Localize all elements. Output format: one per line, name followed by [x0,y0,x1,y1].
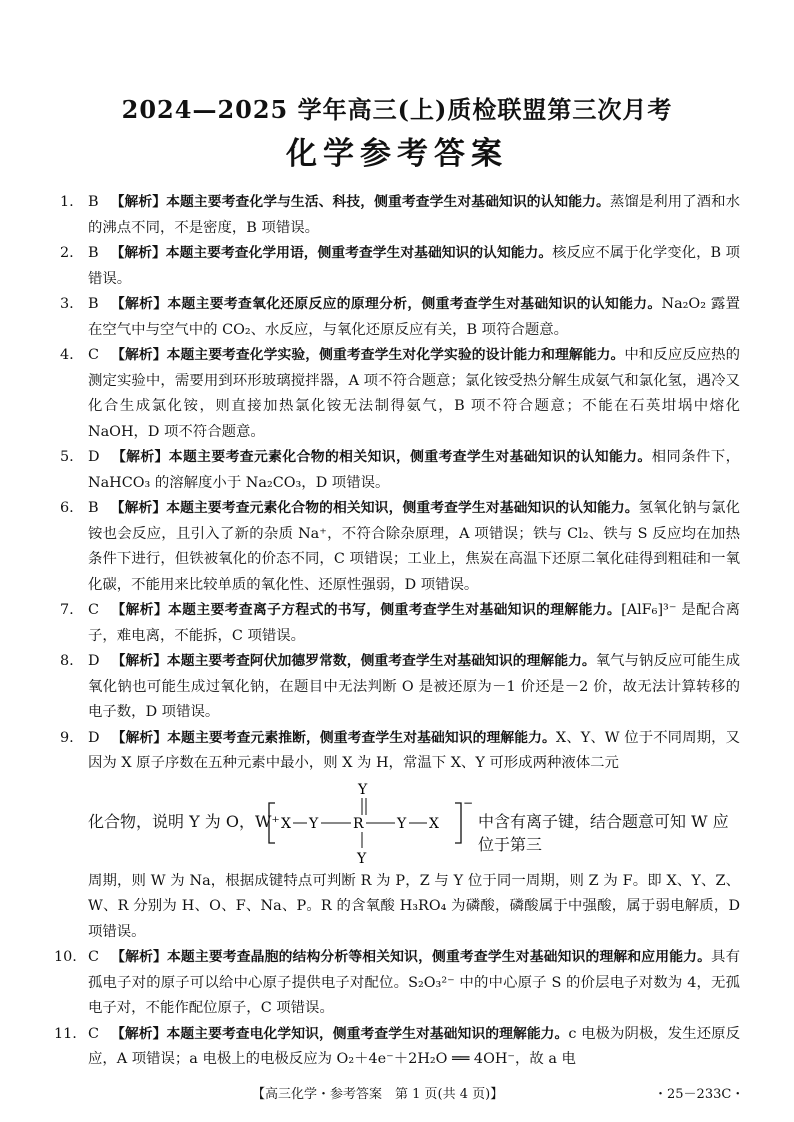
struct-atom-x2: X [429,815,439,832]
item-number: 9. [60,729,74,746]
item-number: 8. [60,653,74,669]
page-subtitle: 化学参考答案 [286,136,508,172]
answer-item [60,292,740,343]
struct-charge: − [463,795,474,810]
item-analysis-tag: 【解析】本题主要考查元素化合物的相关知识，侧重考查学生对基础知识的认知能力。 [110,500,639,516]
struct-atom-y2: Y [397,815,407,832]
answer-item [60,343,740,445]
answer-item [60,445,740,496]
item-body: 氧气与钠反应可能生成氧化钠也可能生成过氧化钠，在题目中无法判断 O 是被还原为－1 价还是－2 价，故无法计算转移的电子数，D 项错误。 [88,653,740,720]
right-bracket [455,803,461,843]
item-body: 核反应不属于化学变化，B 项错误。 [88,245,740,287]
item-answer: B [88,194,99,210]
answer-item [60,190,740,241]
item-answer: D [88,729,100,746]
item-answer: B [88,245,99,261]
item-number: 5. [60,449,74,465]
item-answer: C [88,602,100,618]
item-body: 中和反应反应热的测定实验中，需要用到环形玻璃搅拌器，A 项不符合题意；氯化铵受热分解生成氨气和氯化氢，遇冷又化合生成氯化铵，则直接加热氯化铵无法制得氨气，B 项不符合题意；不能在石英坩埚中熔化 NaOH，D 项不符合题意。 [88,347,740,440]
answer-item [60,649,740,726]
item-body: c 电极为阴极，发生还原反应，A 项错误；a 电极上的电极反应为 O₂＋4e⁻＋2H₂O ══ 4OH⁻，故 a 电 [88,1025,740,1067]
ion-structure-diagram [265,777,475,869]
answer-list [54,190,741,1073]
item-answer: B [88,500,99,516]
item-analysis-tag: 【解析】本题主要考查阿伏加德罗常数，侧重考查学生对基础知识的理解能力。 [111,653,596,669]
formula-right-text: 中含有离子键，结合题意可知 W 应位于第三 [478,811,729,854]
item-answer: D [88,449,100,465]
item-number: 2. [60,245,74,261]
item-answer: B [88,296,99,312]
item-body: 氢氧化钠与氯化铵也会反应，且引入了新的杂质 Na⁺，不符合除杂原理，A 项错误；铁与 Cl₂、铁与 S 反应均在加热条件下进行，但铁被氧化的价态不同，C 项错误；工业上，焦炭在高温下还原二氧化硅得到粗硅和一氧化碳，不能用来比较单质的氧化性、还原性强弱，D 项错误。 [88,500,740,593]
formula-left-text: 化合物，说明 Y 为 O，W⁺ [88,811,280,831]
footer-code: ・25－233C・ [654,1087,745,1102]
page-title: 2024—2025 学年高三(上)质检联盟第三次月考 [121,95,673,124]
answer-item [60,598,740,649]
item-body: Na₂O₂ 露置在空气中与空气中的 CO₂、水反应，与氧化还原反应有关，B 项符合题意。 [88,296,740,338]
item-analysis-tag: 【解析】本题主要考查化学实验，侧重考查学生对化学实验的设计能力和理解能力。 [111,347,625,363]
item-analysis-tag: 【解析】本题主要考查化学与生活、科技，侧重考查学生对基础知识的认知能力。 [110,194,610,210]
struct-atom-x1: X [281,815,291,832]
item-number: 3. [60,296,74,312]
item-body: 相同条件下，NaHCO₃ 的溶解度小于 Na₂CO₃，D 项错误。 [88,449,740,491]
struct-atom-y1: Y [309,815,319,832]
left-bracket [269,803,275,843]
footer-page-info: 【高三化学・参考答案 第 1 页(共 4 页)】 [252,1087,504,1102]
item-number: 6. [60,500,74,516]
item-answer: C [88,347,100,363]
item-analysis-tag: 【解析】本题主要考查元素化合物的相关知识，侧重考查学生对基础知识的认知能力。 [111,449,652,465]
structure-formula-line [60,777,740,869]
item-number: 1. [60,194,74,210]
item-analysis-tag: 【解析】本题主要考查晶胞的结构分析等相关知识，侧重考查学生对基础知识的理解和应用能力。 [111,949,712,965]
ion-structure-svg [265,777,475,869]
item-analysis-tag: 【解析】本题主要考查氧化还原反应的原理分析，侧重考查学生对基础知识的认知能力。 [110,296,662,312]
item-number: 7. [60,602,74,618]
answer-item-9 [60,726,740,777]
item-number: 11. [54,1025,77,1042]
struct-atom-r: R [353,815,364,832]
item-answer: C [88,949,100,965]
item-number: 4. [60,347,74,363]
item-answer: C [88,1025,100,1042]
answer-item [54,945,740,1022]
item-answer: D [88,653,100,669]
item-analysis-tag: 【解析】本题主要考查元素推断，侧重考查学生对基础知识的理解能力。 [111,729,556,746]
item-analysis-tag: 【解析】本题主要考查电化学知识，侧重考查学生对基础知识的理解能力。 [111,1025,569,1042]
item-body: 蒸馏是利用了酒和水的沸点不同，不是密度，B 项错误。 [88,194,740,236]
item-analysis-tag: 【解析】本题主要考查离子方程式的书写，侧重考查学生对基础知识的理解能力。 [111,602,622,618]
answer-item [54,1022,740,1073]
answer-item [60,496,740,598]
item-body: X、Y、W 位于不同周期，又因为 X 原子序数在五种元素中最小，则 X 为 H，常温下 X、Y 可形成两种液体二元 [88,729,740,771]
answer-item [60,241,740,292]
struct-top-atom: Y [358,781,368,798]
item-number: 10. [54,949,77,965]
item-body: 具有孤电子对的原子可以给中心原子提供电子对配位。S₂O₃²⁻ 中的中心原子 S 的价层电子对数为 4，无孤电子对，不能作配位原子，C 项错误。 [88,949,740,1016]
item-body: 周期，则 W 为 Na，根据成键特点可判断 R 为 P，Z 与 Y 位于同一周期，则 Z 为 F。即 X、Y、Z、W、R 分别为 H、O、F、Na、P。R 的含氧酸 H₃RO₄ 为磷酸，磷酸属于中强酸，属于弱电解质，D 项错误。 [88,872,740,940]
answer-item-9-cont [60,869,740,946]
struct-bottom-atom: Y [357,850,367,867]
item-analysis-tag: 【解析】本题主要考查化学用语，侧重考查学生对基础知识的认知能力。 [110,245,553,261]
item-body: [AlF₆]³⁻ 是配合离子，难电离，不能拆，C 项错误。 [88,602,741,644]
